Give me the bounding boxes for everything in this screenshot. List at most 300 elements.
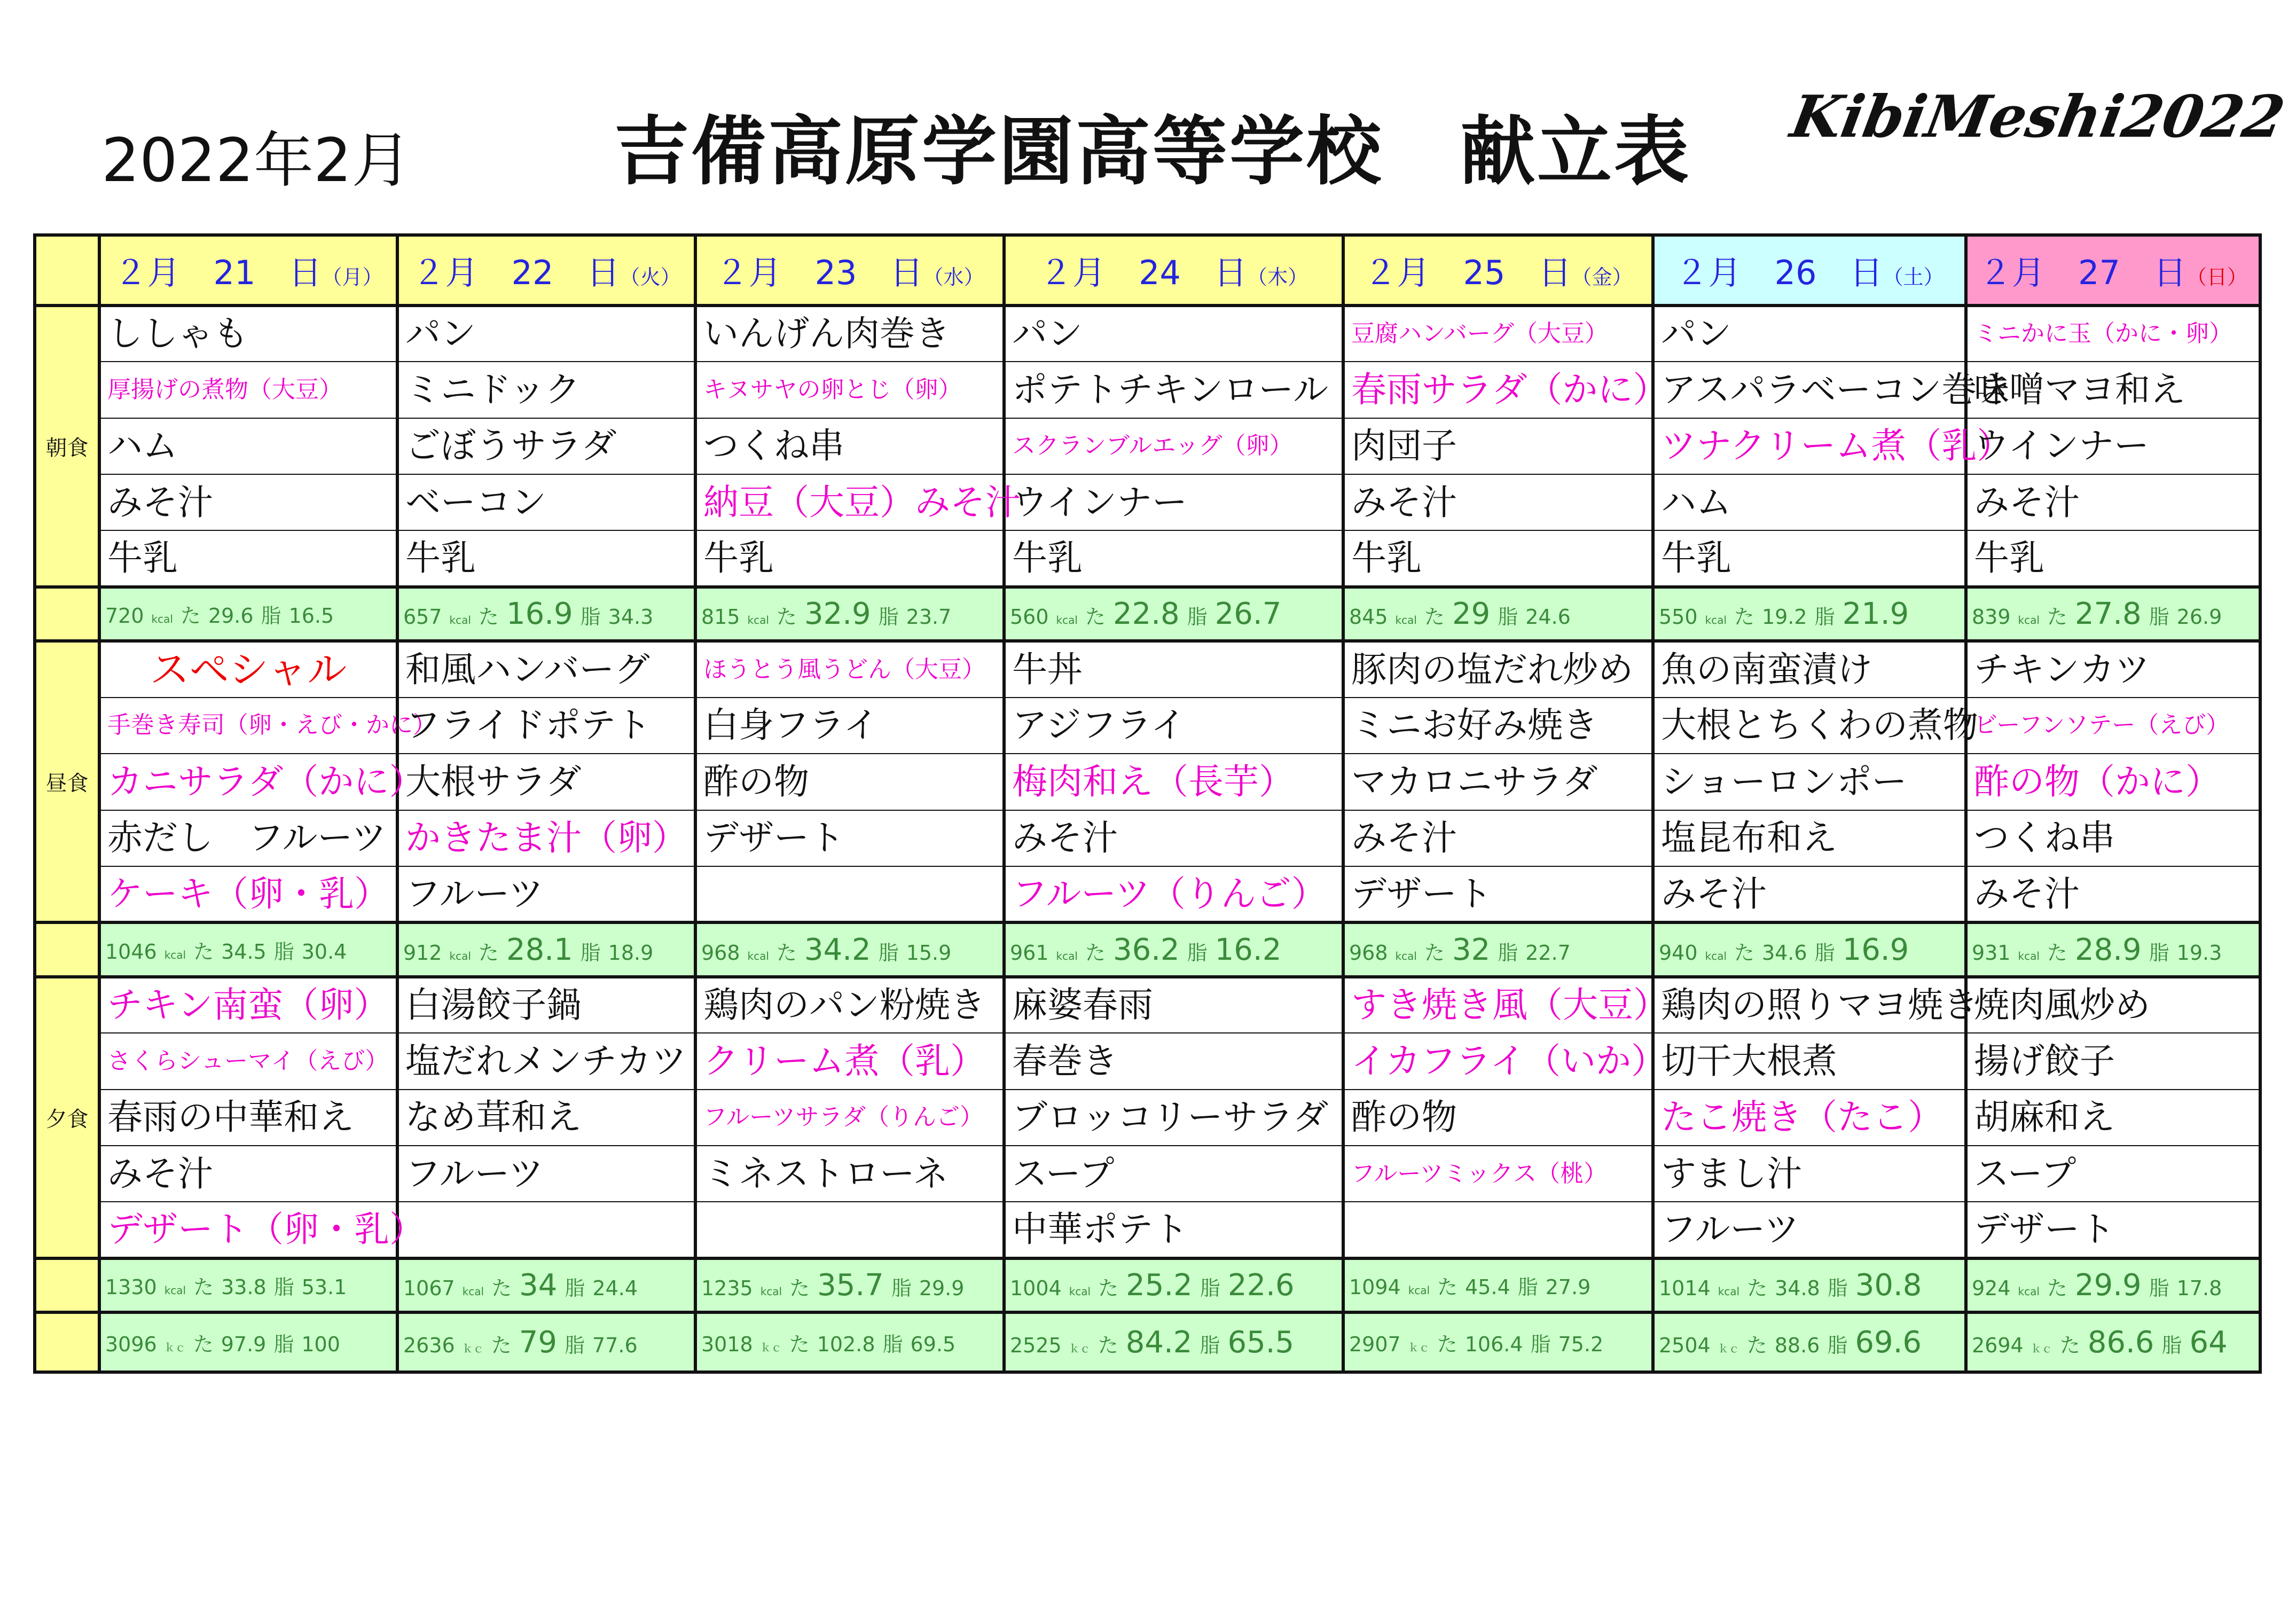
menu-item: スクランブルエッグ（卵）: [1004, 418, 1343, 474]
menu-item: ミネストローネ: [695, 1146, 1004, 1202]
menu-item: フライドポテト: [397, 698, 695, 754]
protein-unit: た: [1746, 1333, 1767, 1357]
fat-value: 22.6: [1227, 1268, 1295, 1303]
kcal-value: 815: [701, 605, 740, 629]
day-header: [1004, 235, 1343, 306]
nutrition-cell: [1004, 922, 1343, 976]
month-label: 2022年2月: [101, 126, 412, 195]
menu-item: ツナクリーム煮（乳）: [1653, 418, 1966, 474]
protein-unit: た: [193, 1332, 214, 1356]
protein-unit: た: [1747, 1277, 1768, 1301]
fat-unit: 脂: [1517, 1275, 1538, 1299]
fat-value: 65.5: [1227, 1325, 1295, 1360]
kcal-value: 924: [1972, 1277, 2011, 1301]
menu-item: 大根とちくわの煮物: [1653, 698, 1966, 754]
menu-item: たこ焼き（たこ）: [1653, 1090, 1966, 1146]
kcal-unit: kcal: [1395, 614, 1417, 627]
menu-item: 魚の南蛮漬け: [1653, 641, 1966, 697]
kcal-unit: kcal: [449, 949, 471, 962]
kcal-unit: ｋｃ: [164, 1341, 186, 1354]
menu-item: 牛乳: [1343, 530, 1653, 586]
nutrition-cell: [1966, 1258, 2260, 1312]
day-header-row: [35, 235, 2260, 306]
protein-value: 32: [1452, 932, 1491, 967]
protein-value: 29.6: [208, 604, 254, 628]
menu-item: 梅肉和え（長芋）: [1004, 754, 1343, 810]
protein-value: 25.2: [1126, 1268, 1193, 1303]
menu-item: 中華ポテト: [1004, 1202, 1343, 1258]
breakfast-row: [35, 418, 2260, 474]
day-header: [1343, 235, 1653, 306]
menu-item: パン: [1653, 306, 1966, 362]
fat-value: 16.9: [1842, 932, 1909, 967]
protein-unit: た: [1734, 605, 1754, 629]
menu-item: ブロッコリーサラダ: [1004, 1090, 1343, 1146]
nutrition-cell: [695, 587, 1004, 641]
menu-item: [695, 1202, 1004, 1258]
protein-unit: た: [478, 605, 499, 629]
day-of-week: （金）: [1571, 265, 1633, 289]
dinner-row: [35, 977, 2260, 1033]
protein-value: 106.4: [1464, 1332, 1523, 1356]
fat-unit: 脂: [1498, 941, 1518, 965]
menu-item: 焼肉風炒め: [1966, 977, 2260, 1033]
menu-item: ししゃも: [99, 306, 397, 362]
kcal-value: 550: [1659, 605, 1698, 629]
menu-item: 牛乳: [1966, 530, 2260, 586]
menu-item: 牛乳: [99, 530, 397, 586]
menu-item: ウインナー: [1004, 474, 1343, 530]
fat-unit: 脂: [580, 941, 601, 965]
kcal-value: 968: [701, 941, 740, 965]
fat-unit: 脂: [2149, 941, 2169, 965]
menu-item: 豆腐ハンバーグ（大豆）: [1343, 306, 1653, 362]
fat-value: 75.2: [1558, 1332, 1604, 1356]
day-date: ２月 25 日: [1364, 253, 1572, 293]
fat-value: 17.8: [2176, 1277, 2222, 1301]
kcal-unit: kcal: [1056, 614, 1078, 627]
nutrition-cell: [1343, 1312, 1653, 1372]
protein-unit: た: [1424, 605, 1445, 629]
menu-item: みそ汁: [1343, 474, 1653, 530]
menu-item: ミニお好み焼き: [1343, 698, 1653, 754]
kcal-unit: ｋｃ: [1718, 1342, 1739, 1355]
nutrition-cell: [99, 922, 397, 976]
menu-item: 酢の物: [695, 754, 1004, 810]
menu-item: ビーフンソテー（えび）: [1966, 698, 2260, 754]
kcal-unit: kcal: [1408, 1284, 1430, 1297]
nutrition-cell: [1343, 587, 1653, 641]
fat-value: 53.1: [301, 1275, 347, 1299]
kcal-unit: ｋｃ: [1408, 1341, 1430, 1354]
menu-item: ウインナー: [1966, 418, 2260, 474]
fat-value: 19.3: [2176, 941, 2222, 965]
fat-unit: 脂: [1827, 1277, 1848, 1301]
protein-value: 34.6: [1761, 941, 1807, 965]
menu-item: カニサラダ（かに）: [99, 754, 397, 810]
kcal-unit: ｋｃ: [760, 1341, 782, 1354]
fat-unit: 脂: [1827, 1333, 1848, 1357]
fat-value: 30.4: [301, 939, 347, 964]
dinner-nutrition: [35, 1258, 2260, 1312]
fat-value: 27.9: [1545, 1275, 1591, 1299]
menu-item: ごぼうサラダ: [397, 418, 695, 474]
menu-item: スープ: [1004, 1146, 1343, 1202]
protein-unit: た: [2047, 1277, 2067, 1301]
kcal-value: 1235: [701, 1277, 753, 1301]
kcal-value: 940: [1659, 941, 1698, 965]
menu-item: チキンカツ: [1966, 641, 2260, 697]
fat-value: 16.5: [288, 604, 334, 628]
fat-value: 69.5: [910, 1332, 956, 1356]
day-date: ２月 27 日: [1979, 253, 2187, 293]
day-date: ２月 24 日: [1039, 253, 1247, 293]
protein-value: 35.7: [817, 1268, 884, 1303]
menu-item: みそ汁: [1343, 810, 1653, 866]
dinner-row: [35, 1202, 2260, 1258]
kcal-unit: kcal: [164, 1284, 186, 1297]
menu-item: フルーツ（りんご）: [1004, 866, 1343, 922]
menu-item: ベーコン: [397, 474, 695, 530]
nutrition-cell: [99, 1258, 397, 1312]
day-of-week: （月）: [322, 265, 383, 289]
protein-unit: た: [1085, 941, 1106, 965]
nutrition-cell: [397, 587, 695, 641]
menu-item: 手巻き寿司（卵・えび・かに）: [99, 698, 397, 754]
menu-item: パン: [1004, 306, 1343, 362]
menu-item: ほうとう風うどん（大豆）: [695, 641, 1004, 697]
breakfast-row: [35, 362, 2260, 418]
menu-item: デザート: [1343, 866, 1653, 922]
kcal-value: 2636: [403, 1333, 455, 1357]
fat-unit: 脂: [2161, 1333, 2182, 1357]
menu-item: みそ汁: [1004, 810, 1343, 866]
protein-unit: た: [1098, 1333, 1118, 1357]
lunch-row: [35, 810, 2260, 866]
kcal-unit: kcal: [747, 949, 769, 962]
nutrition-cell: [1004, 587, 1343, 641]
nutrition-cell: [99, 1312, 397, 1372]
fat-unit: 脂: [1498, 605, 1518, 629]
menu-item: 白湯餃子鍋: [397, 977, 695, 1033]
menu-item: 揚げ餃子: [1966, 1033, 2260, 1089]
fat-value: 26.7: [1214, 597, 1282, 632]
protein-unit: た: [1734, 941, 1754, 965]
menu-item: 塩だれメンチカツ: [397, 1033, 695, 1089]
menu-item: 鶏肉のパン粉焼き: [695, 977, 1004, 1033]
menu-item: 胡麻和え: [1966, 1090, 2260, 1146]
menu-item: イカフライ（いか）: [1343, 1033, 1653, 1089]
menu-item: フルーツミックス（桃）: [1343, 1146, 1653, 1202]
day-header: [1653, 235, 1966, 306]
menu-item: ミニかに玉（かに・卵）: [1966, 306, 2260, 362]
fat-unit: 脂: [1200, 1333, 1220, 1357]
nutrition-cell: [695, 922, 1004, 976]
protein-unit: た: [193, 1275, 214, 1299]
protein-value: 97.9: [221, 1332, 267, 1356]
nutrition-cell: [1653, 587, 1966, 641]
fat-value: 77.6: [592, 1333, 638, 1357]
menu-item: みそ汁: [99, 474, 397, 530]
menu-item: 豚肉の塩だれ炒め: [1343, 641, 1653, 697]
kcal-unit: kcal: [2018, 614, 2040, 627]
day-of-week: （土）: [1883, 265, 1944, 289]
kcal-unit: kcal: [1395, 949, 1417, 962]
dinner-row: [35, 1146, 2260, 1202]
menu-item: 春巻き: [1004, 1033, 1343, 1089]
fat-value: 29.9: [919, 1277, 965, 1301]
menu-item: みそ汁: [1966, 866, 2260, 922]
menu-item: つくね串: [695, 418, 1004, 474]
protein-unit: た: [789, 1277, 810, 1301]
fat-value: 69.6: [1855, 1325, 1922, 1360]
nutrition-cell: [397, 1258, 695, 1312]
fat-value: 24.4: [592, 1277, 638, 1301]
fat-value: 15.9: [906, 941, 952, 965]
nutrition-cell: [1343, 922, 1653, 976]
menu-item: ミニドック: [397, 362, 695, 418]
protein-unit: た: [776, 605, 797, 629]
nutrition-cell: [1343, 1258, 1653, 1312]
protein-unit: た: [1437, 1275, 1458, 1299]
fat-value: 64: [2189, 1325, 2228, 1360]
kcal-value: 657: [403, 605, 442, 629]
menu-item: 肉団子: [1343, 418, 1653, 474]
protein-value: 29: [1452, 597, 1491, 632]
menu-item: 春雨の中華和え: [99, 1090, 397, 1146]
kcal-unit: kcal: [1718, 1285, 1740, 1298]
day-of-week: （水）: [923, 265, 984, 289]
menu-item: 味噌マヨ和え: [1966, 362, 2260, 418]
protein-value: 45.4: [1465, 1275, 1510, 1299]
kcal-unit: kcal: [1056, 949, 1078, 962]
day-header: [695, 235, 1004, 306]
protein-unit: た: [2047, 605, 2067, 629]
kcal-value: 968: [1349, 941, 1388, 965]
kcal-value: 720: [105, 604, 144, 628]
corner-cell: [35, 235, 99, 306]
fat-unit: 脂: [1200, 1277, 1220, 1301]
menu-item: デザート: [1966, 1202, 2260, 1258]
protein-value: 34.5: [221, 939, 267, 964]
nutrition-cell: [1653, 1258, 1966, 1312]
menu-item: いんげん肉巻き: [695, 306, 1004, 362]
menu-item: [1343, 1202, 1653, 1258]
menu-item: ポテトチキンロール: [1004, 362, 1343, 418]
fat-value: 16.2: [1214, 932, 1282, 967]
menu-item: 和風ハンバーグ: [397, 641, 695, 697]
kcal-unit: ｋｃ: [462, 1342, 484, 1355]
day-date: ２月 26 日: [1675, 253, 1883, 293]
kcal-value: 1004: [1010, 1277, 1062, 1301]
kcal-unit: ｋｃ: [1069, 1342, 1091, 1355]
nutrition-cell: [397, 1312, 695, 1372]
fat-value: 18.9: [608, 941, 654, 965]
menu-item: かきたま汁（卵）: [397, 810, 695, 866]
protein-value: 33.8: [221, 1275, 267, 1299]
lunch-row: [35, 698, 2260, 754]
menu-item: アジフライ: [1004, 698, 1343, 754]
fat-value: 21.9: [1842, 597, 1909, 632]
menu-item: みそ汁: [99, 1146, 397, 1202]
menu-item: [695, 866, 1004, 922]
menu-item: デザート: [695, 810, 1004, 866]
lunch-row: [35, 754, 2260, 810]
breakfast-nutrition-label: [35, 587, 99, 641]
protein-value: 34.8: [1775, 1277, 1820, 1301]
menu-item: 鶏肉の照りマヨ焼き: [1653, 977, 1966, 1033]
dinner-row: [35, 1090, 2260, 1146]
protein-value: 84.2: [1125, 1325, 1193, 1360]
nutrition-cell: [99, 587, 397, 641]
fat-unit: 脂: [1814, 941, 1835, 965]
menu-item: 納豆（大豆）みそ汁: [695, 474, 1004, 530]
menu-item: フルーツ: [1653, 1202, 1966, 1258]
protein-value: 29.9: [2074, 1268, 2142, 1303]
fat-unit: 脂: [580, 605, 601, 629]
fat-unit: 脂: [565, 1277, 585, 1301]
nutrition-cell: [1966, 1312, 2260, 1372]
fat-unit: 脂: [1530, 1332, 1551, 1356]
menu-item: 白身フライ: [695, 698, 1004, 754]
menu-item: 牛乳: [1653, 530, 1966, 586]
breakfast-row: [35, 530, 2260, 586]
fat-value: 100: [301, 1332, 340, 1356]
menu-item: フルーツサラダ（りんご）: [695, 1090, 1004, 1146]
fat-unit: 脂: [2149, 605, 2169, 629]
protein-value: 22.8: [1112, 597, 1180, 632]
fat-unit: 脂: [878, 941, 899, 965]
menu-item: 春雨サラダ（かに）: [1343, 362, 1653, 418]
protein-unit: た: [180, 604, 201, 628]
menu-item: ハム: [99, 418, 397, 474]
nutrition-cell: [1966, 587, 2260, 641]
kcal-value: 1330: [105, 1275, 157, 1299]
dinner-nutrition-label: [35, 1258, 99, 1312]
fat-value: 34.3: [608, 605, 654, 629]
kcal-unit: kcal: [1705, 614, 1727, 627]
lunch-row: [35, 641, 2260, 697]
menu-item: 牛乳: [397, 530, 695, 586]
menu-table: [33, 233, 2262, 1374]
fat-value: 23.7: [906, 605, 952, 629]
menu-item: スペシャル: [99, 641, 397, 697]
day-date: ２月 21 日: [114, 253, 322, 293]
kcal-value: 2525: [1010, 1333, 1062, 1357]
kcal-unit: kcal: [164, 948, 186, 961]
kcal-value: 2694: [1972, 1333, 2024, 1357]
kibimeshi-logo: KibiMeshi2022: [1785, 83, 2290, 151]
protein-value: 88.6: [1774, 1333, 1820, 1357]
menu-item: 大根サラダ: [397, 754, 695, 810]
lunch-label: 昼食: [35, 641, 99, 922]
fat-unit: 脂: [1814, 605, 1835, 629]
kcal-unit: kcal: [449, 614, 471, 627]
fat-unit: 脂: [882, 1332, 903, 1356]
day-date: ２月 23 日: [715, 253, 923, 293]
day-of-week: （木）: [1247, 265, 1308, 289]
fat-unit: 脂: [2149, 1277, 2169, 1301]
kcal-value: 839: [1972, 605, 2011, 629]
breakfast-row: [35, 474, 2260, 530]
kcal-value: 961: [1010, 941, 1049, 965]
menu-item: なめ茸和え: [397, 1090, 695, 1146]
protein-unit: た: [491, 1277, 512, 1301]
menu-item: さくらシューマイ（えび）: [99, 1033, 397, 1089]
menu-item: スープ: [1966, 1146, 2260, 1202]
kcal-value: 931: [1972, 941, 2011, 965]
fat-unit: 脂: [565, 1333, 585, 1357]
protein-unit: た: [2059, 1333, 2080, 1357]
kcal-unit: kcal: [2018, 949, 2040, 962]
protein-value: 28.9: [2074, 932, 2142, 967]
lunch-row: [35, 866, 2260, 922]
menu-item: アスパラベーコン巻き: [1653, 362, 1966, 418]
protein-value: 86.6: [2087, 1325, 2154, 1360]
kcal-unit: kcal: [1705, 949, 1727, 962]
menu-item: フルーツ: [397, 1146, 695, 1202]
daily-total-label: [35, 1312, 99, 1372]
kcal-value: 1094: [1349, 1275, 1401, 1299]
kcal-value: 3018: [701, 1332, 753, 1356]
protein-unit: た: [491, 1333, 512, 1357]
menu-item: みそ汁: [1653, 866, 1966, 922]
day-date: ２月 22 日: [412, 253, 620, 293]
menu-item: パン: [397, 306, 695, 362]
fat-unit: 脂: [273, 939, 294, 964]
menu-item: 切干大根煮: [1653, 1033, 1966, 1089]
nutrition-cell: [695, 1258, 1004, 1312]
protein-unit: た: [1085, 605, 1106, 629]
nutrition-cell: [1004, 1258, 1343, 1312]
menu-item: マカロニサラダ: [1343, 754, 1653, 810]
kcal-value: 1046: [105, 939, 157, 964]
menu-item: すまし汁: [1653, 1146, 1966, 1202]
kcal-unit: kcal: [747, 614, 769, 627]
protein-value: 36.2: [1112, 932, 1180, 967]
protein-unit: た: [776, 941, 797, 965]
menu-item: 酢の物（かに）: [1966, 754, 2260, 810]
fat-unit: 脂: [891, 1277, 912, 1301]
menu-item: ショーロンポー: [1653, 754, 1966, 810]
kcal-value: 1014: [1659, 1277, 1711, 1301]
protein-value: 102.8: [817, 1332, 875, 1356]
nutrition-cell: [695, 1312, 1004, 1372]
menu-item: すき焼き風（大豆）: [1343, 977, 1653, 1033]
menu-item: 塩昆布和え: [1653, 810, 1966, 866]
lunch-nutrition-label: [35, 922, 99, 976]
menu-item: チキン南蛮（卵）: [99, 977, 397, 1033]
lunch-nutrition: [35, 922, 2260, 976]
kcal-unit: kcal: [462, 1285, 484, 1298]
protein-unit: た: [1437, 1332, 1457, 1356]
protein-value: 34: [519, 1268, 558, 1303]
fat-value: 24.6: [1525, 605, 1571, 629]
protein-value: 34.2: [804, 932, 871, 967]
menu-item: みそ汁: [1966, 474, 2260, 530]
menu-item: 赤だし フルーツ: [99, 810, 397, 866]
fat-unit: 脂: [261, 604, 281, 628]
fat-unit: 脂: [273, 1275, 294, 1299]
menu-item: 酢の物: [1343, 1090, 1653, 1146]
protein-unit: た: [789, 1332, 810, 1356]
day-of-week: （火）: [620, 265, 681, 289]
protein-value: 79: [519, 1325, 557, 1360]
protein-value: 16.9: [506, 597, 573, 632]
protein-value: 28.1: [506, 932, 573, 967]
menu-item: ケーキ（卵・乳）: [99, 866, 397, 922]
fat-unit: 脂: [273, 1332, 294, 1356]
